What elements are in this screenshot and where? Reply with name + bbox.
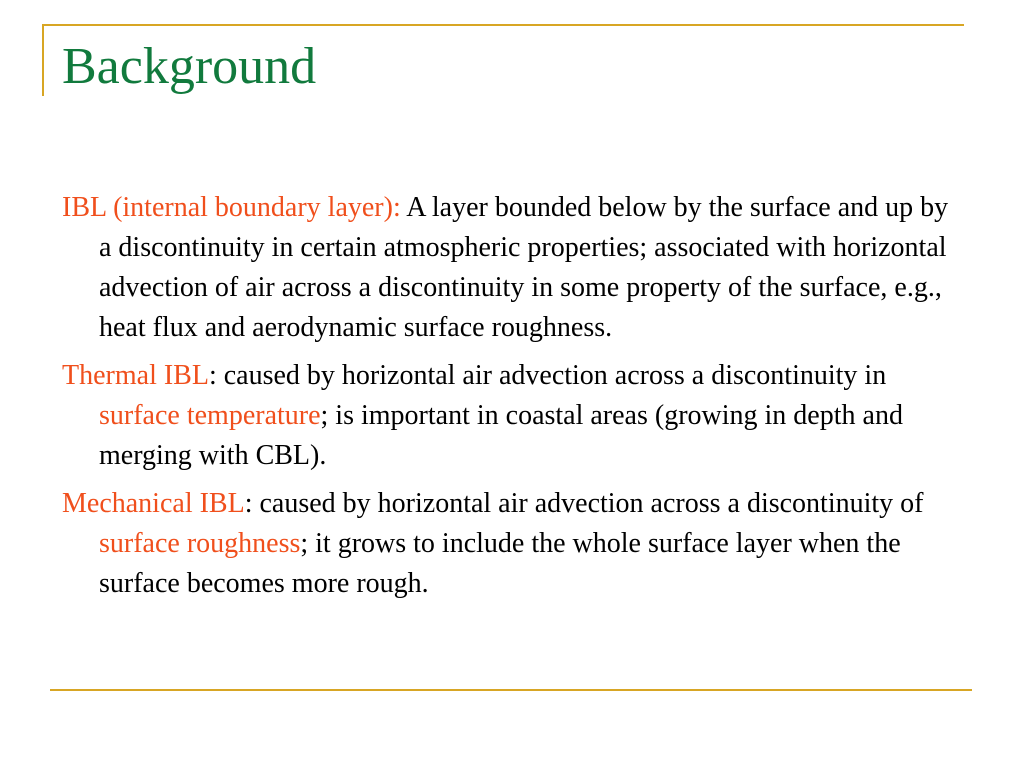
paragraph-ibl (62, 188, 962, 348)
bottom-rule (50, 689, 972, 691)
slide-title: Background (62, 38, 317, 95)
definition-thermal-ibl-part-2: ; is important in coastal areas (growing in depth and merging with CBL). (99, 400, 903, 471)
term-ibl: IBL (internal boundary layer): (62, 192, 401, 223)
highlight-surface-roughness: surface roughness (99, 528, 301, 559)
paragraph-thermal-ibl (62, 356, 962, 476)
definition-ibl: A layer bounded below by the surface and up by a discontinuity in certain atmospheric properties; associated with horizontal advection of air across a discontinuity in some property of the surface, e.g., heat flux and aerodynamic surface roughness. (99, 192, 949, 343)
left-rule (42, 24, 44, 96)
highlight-surface-temperature: surface temperature (99, 400, 321, 431)
term-mechanical-ibl: Mechanical IBL (62, 488, 245, 519)
term-thermal-ibl: Thermal IBL (62, 360, 209, 391)
paragraph-mechanical-ibl (62, 484, 962, 604)
top-rule (42, 24, 964, 26)
slide-body (62, 188, 962, 612)
definition-thermal-ibl-part-1: : caused by horizontal air advection across a discontinuity in (208, 360, 887, 391)
definition-mechanical-ibl-part-2: ; it grows to include the whole surface layer when the surface becomes more rough. (99, 528, 901, 599)
definition-mechanical-ibl-part-1: : caused by horizontal air advection across a discontinuity of (244, 488, 924, 519)
